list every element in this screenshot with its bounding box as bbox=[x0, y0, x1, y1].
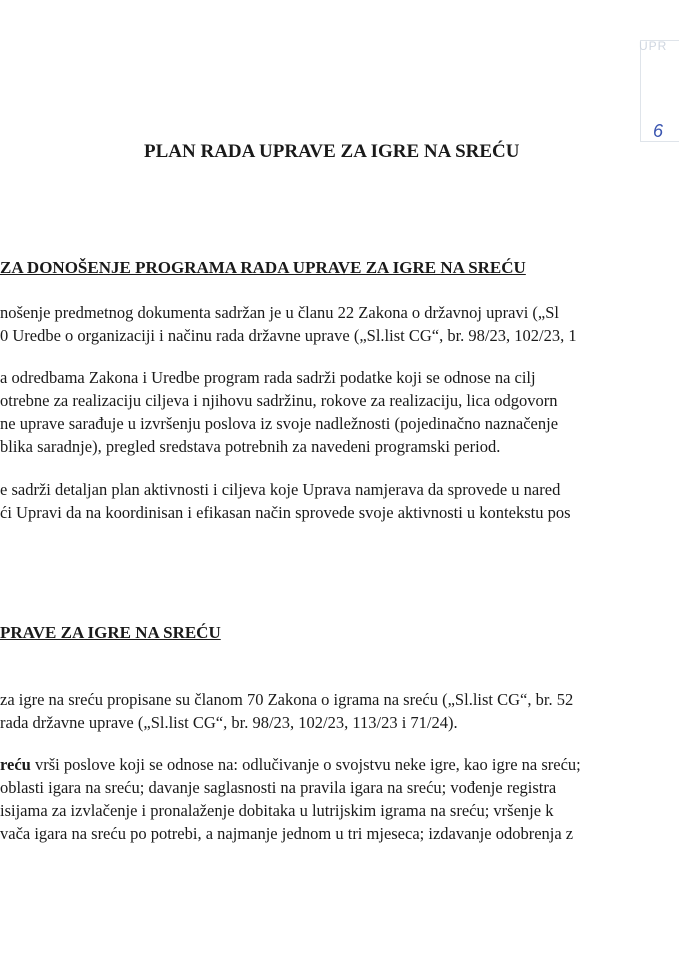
section-heading-competences: PRAVE ZA IGRE NA SREĆU bbox=[0, 623, 221, 642]
paragraph-line: blika saradnje), pregled sredstava potrebnih za navedeni programski period. bbox=[0, 437, 501, 456]
paragraph-line: e sadrži detaljan plan aktivnosti i ciljeva koje Uprava namjerava da sprovede u nared bbox=[0, 480, 561, 499]
stamp-handwritten-mark: 6 bbox=[653, 121, 664, 141]
section-heading-basis: ZA DONOŠENJE PROGRAMA RADA UPRAVE ZA IGRE NA SREĆU bbox=[0, 258, 526, 277]
paragraph-line: ne uprave sarađuje u izvršenju poslova iz svoje nadležnosti (pojedinačno naznačenje bbox=[0, 414, 559, 433]
paragraph-line: za igre na sreću propisane su članom 70 Zakona o igrama na sreću („Sl.list CG“, br. 52 bbox=[0, 690, 574, 709]
paragraph-line: otrebne za realizaciju ciljeva i njihovu sadržinu, rokove za realizaciju, lica odgovorn bbox=[0, 391, 558, 410]
paragraph-line: oblasti igara na sreću; davanje saglasnosti na pravila igara na sreću; vođenje registra bbox=[0, 778, 557, 797]
paragraph-line: ći Upravi da na koordinisan i efikasan način sprovede svoje aktivnosti u kontekstu pos bbox=[0, 503, 571, 522]
paragraph-line: 0 Uredbe o organizaciji i načinu rada državne uprave („Sl.list CG“, br. 98/23, 102/23, 1 bbox=[0, 326, 577, 345]
registry-stamp bbox=[640, 40, 679, 142]
paragraph-line: rada državne uprave („Sl.list CG“, br. 98/23, 102/23, 113/23 i 71/24). bbox=[0, 713, 458, 732]
stamp-text: UPR bbox=[639, 39, 668, 53]
paragraph-line-text: vrši poslove koji se odnose na: odlučivanje o svojstvu neke igre, kao igre na sreću; bbox=[30, 755, 581, 774]
paragraph-line: a odredbama Zakona i Uredbe program rada sadrži podatke koji se odnose na cilj bbox=[0, 368, 536, 387]
paragraph-line: vača igara na sreću po potrebi, a najmanje jednom u tri mjeseca; izdavanje odobrenja z bbox=[0, 824, 574, 843]
paragraph-line bbox=[0, 755, 581, 775]
bold-term: reću bbox=[0, 755, 31, 774]
paragraph-line: isijama za izvlačenje i pronalaženje dobitaka u lutrijskim igrama na sreću; vršenje k bbox=[0, 801, 554, 820]
document-title: PLAN RADA UPRAVE ZA IGRE NA SREĆU bbox=[144, 141, 520, 162]
paragraph-line: nošenje predmetnog dokumenta sadržan je u članu 22 Zakona o državnoj upravi („Sl bbox=[0, 303, 559, 322]
